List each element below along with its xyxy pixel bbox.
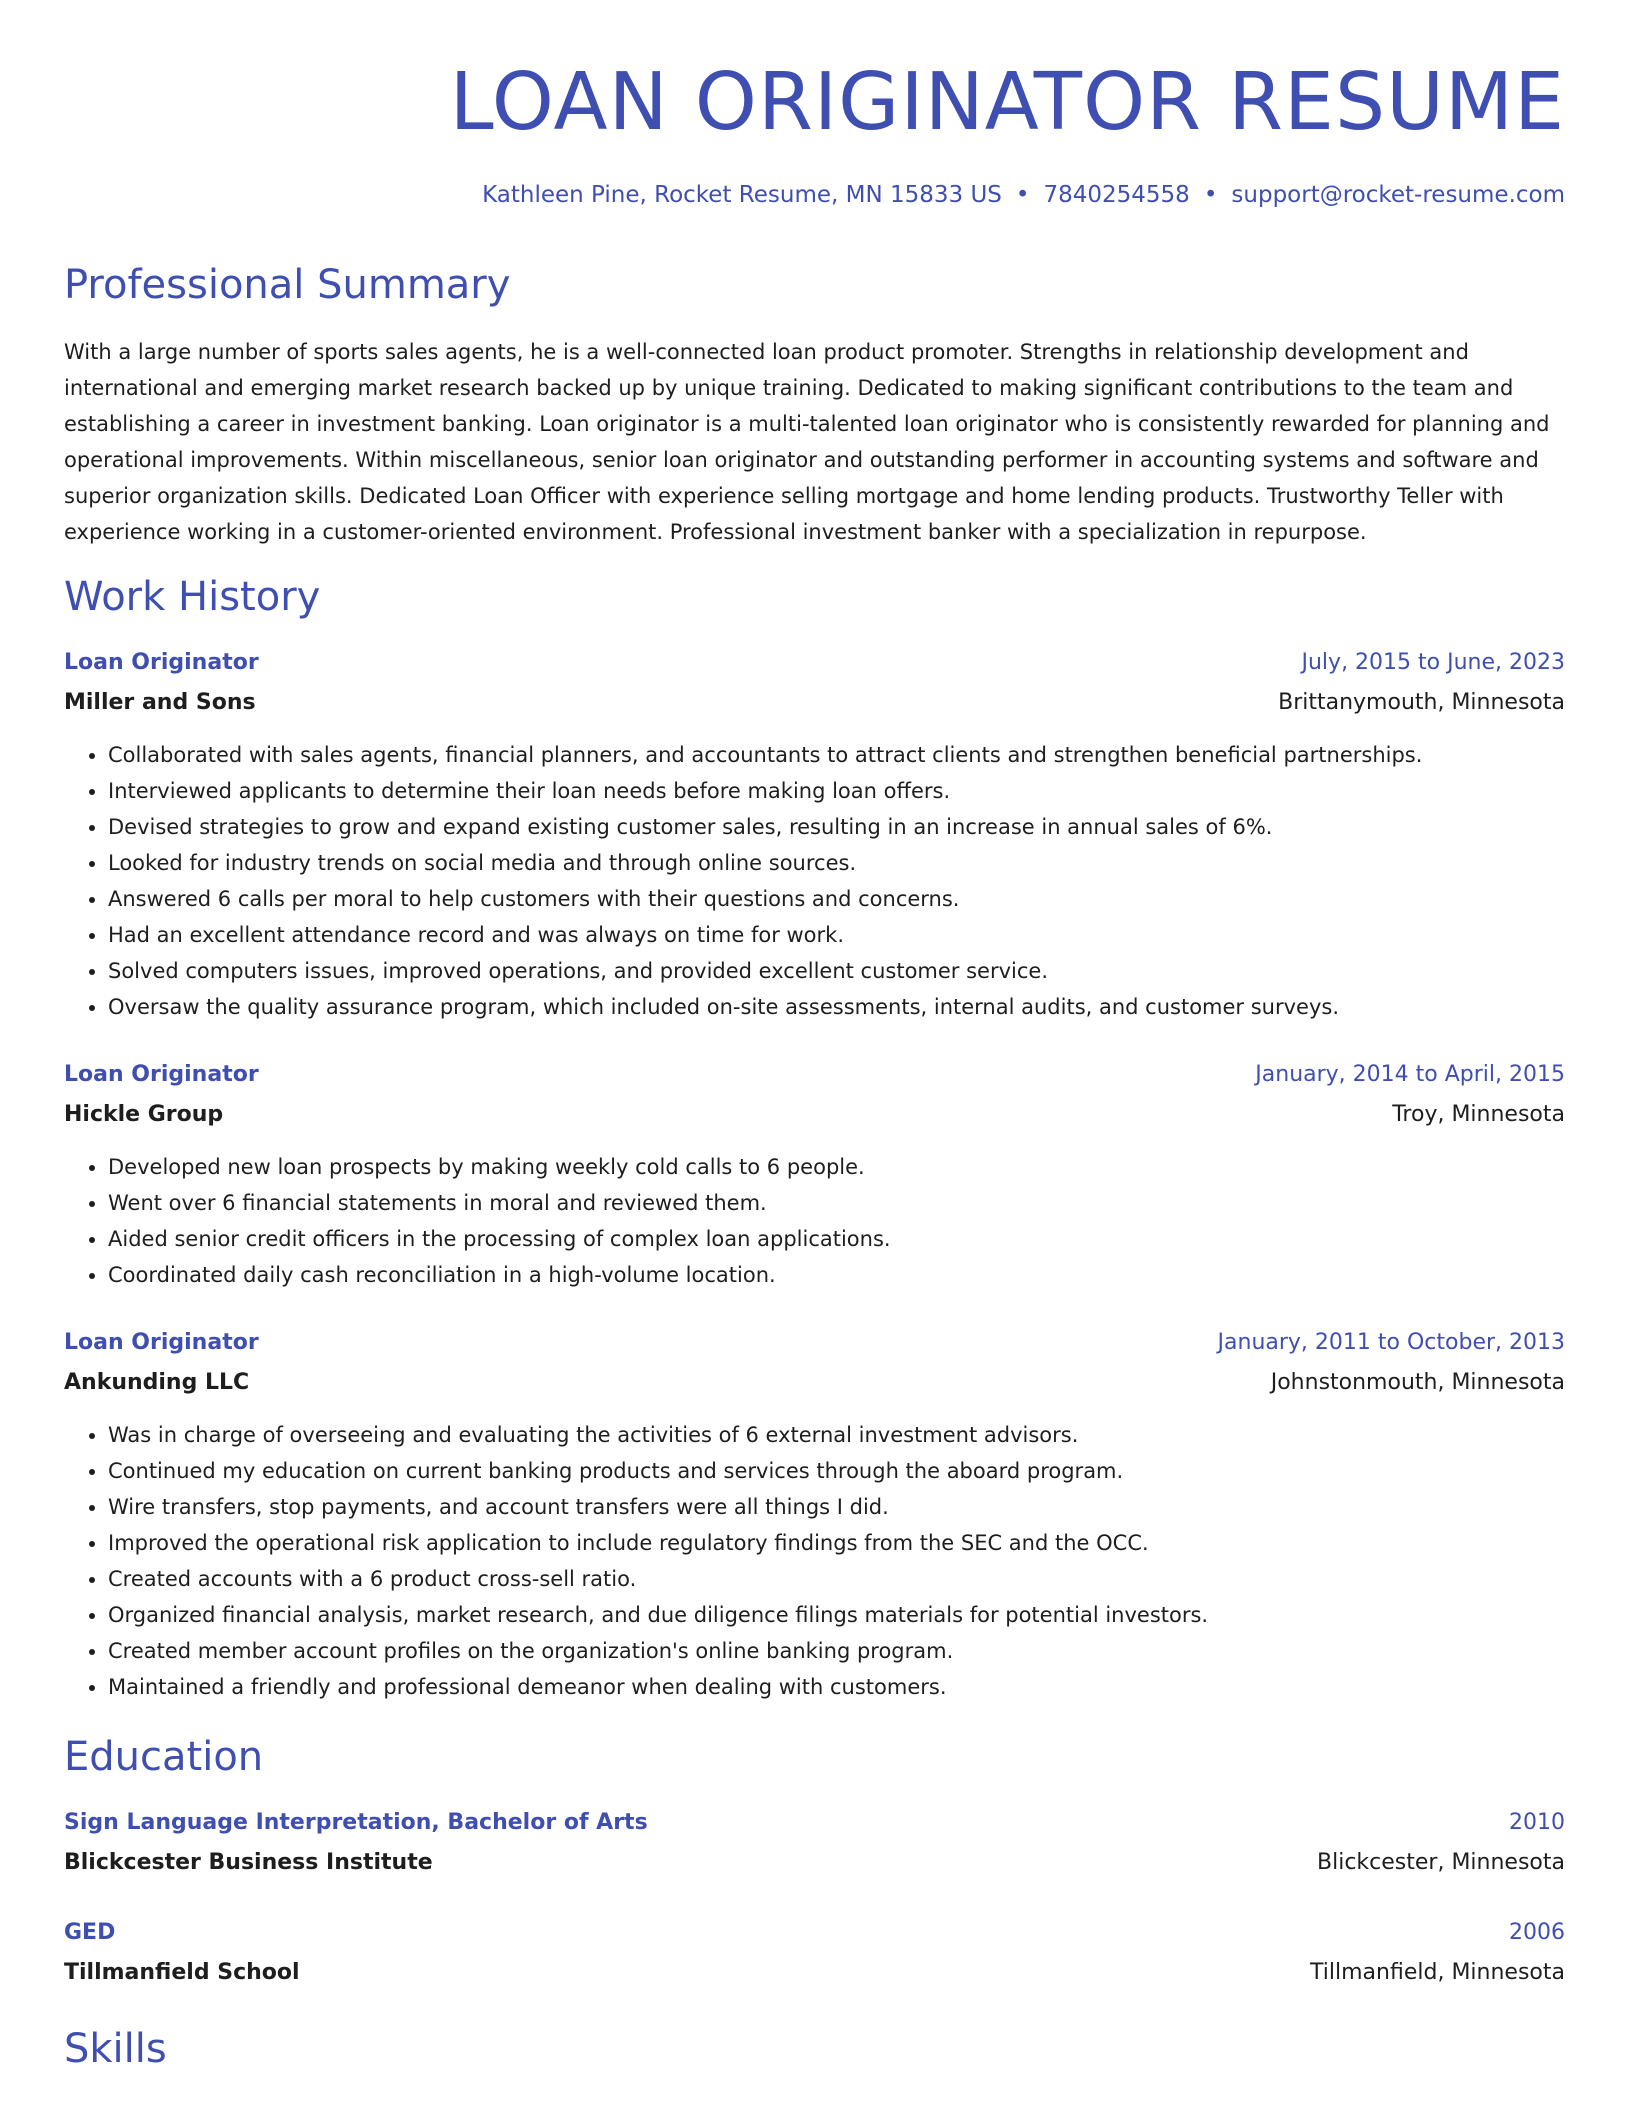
work-history-heading: Work History [64, 574, 321, 620]
job-company: Miller and Sons [64, 690, 256, 715]
education-year: 2006 [1509, 1920, 1565, 1945]
job-bullet: • Was in charge of overseeing and evaluating the activities of 6 external investment advisors. [108, 1417, 1208, 1453]
job-location: Brittanymouth, Minnesota [1278, 690, 1565, 715]
job-title: Loan Originator [64, 650, 259, 675]
education-location: Blickcester, Minnesota [1317, 1850, 1565, 1875]
job-bullets [64, 737, 1422, 1025]
job-subheader [64, 1100, 1565, 1130]
contact-address: Kathleen Pine, Rocket Resume, MN 15833 US [482, 182, 1002, 208]
job-dates: July, 2015 to June, 2023 [1301, 650, 1565, 675]
job-header [64, 1060, 1565, 1090]
job-title: Loan Originator [64, 1062, 259, 1087]
job-company: Hickle Group [64, 1102, 224, 1127]
education-degree: GED [64, 1920, 116, 1945]
job-header [64, 648, 1565, 678]
job-bullet: • Answered 6 calls per moral to help customers with their questions and concerns. [108, 881, 1422, 917]
job-bullet: • Developed new loan prospects by making weekly cold calls to 6 people. [108, 1149, 891, 1185]
job-dates: January, 2011 to October, 2013 [1217, 1330, 1565, 1355]
contact-separator: • [1015, 182, 1030, 208]
job-bullet: • Collaborated with sales agents, financial planners, and accountants to attract clients and strengthen beneficial partnerships. [108, 737, 1422, 773]
job-bullet: • Devised strategies to grow and expand existing customer sales, resulting in an increase in annual sales of 6%. [108, 809, 1422, 845]
summary-text: With a large number of sports sales agents, he is a well-connected loan product promoter. Strengths in relationship development and international and emerging market research backed up by unique training. Dedicated to making significant contributions to the team and establishing a career in investment banking. Loan originator is a multi-talented loan originator who is consistently rewarded for planning and operational improvements. Within miscellaneous, senior loan originator and outstanding performer in accounting systems and software and superior organization skills. Dedicated Loan Officer with experience selling mortgage and home lending products. Trustworthy Teller with experience working in a customer-oriented environment. Professional investment banker with a specialization in repurpose. [64, 340, 1550, 544]
contact-line [482, 182, 1565, 208]
education-header [64, 1918, 1565, 1948]
education-degree: Sign Language Interpretation, Bachelor of Arts [64, 1810, 648, 1835]
contact-email[interactable]: support@rocket-resume.com [1231, 182, 1565, 208]
job-bullet: • Solved computers issues, improved operations, and provided excellent customer service. [108, 953, 1422, 989]
education-year: 2010 [1509, 1810, 1565, 1835]
job-bullet: • Oversaw the quality assurance program, which included on-site assessments, internal audits, and customer surveys. [108, 989, 1422, 1025]
education-header [64, 1808, 1565, 1838]
job-bullet: • Organized financial analysis, market research, and due diligence filings materials for potential investors. [108, 1597, 1208, 1633]
job-bullet: • Wire transfers, stop payments, and account transfers were all things I did. [108, 1489, 1208, 1525]
job-location: Johnstonmouth, Minnesota [1270, 1370, 1565, 1395]
job-header [64, 1328, 1565, 1358]
education-heading: Education [64, 1734, 264, 1780]
job-bullet: • Improved the operational risk application to include regulatory findings from the SEC and the OCC. [108, 1525, 1208, 1561]
contact-separator: • [1203, 182, 1218, 208]
job-bullet: • Created accounts with a 6 product cross-sell ratio. [108, 1561, 1208, 1597]
education-subheader [64, 1848, 1565, 1878]
skills-heading: Skills [64, 2026, 167, 2072]
summary-heading: Professional Summary [64, 262, 511, 308]
job-bullet: • Went over 6 financial statements in moral and reviewed them. [108, 1185, 891, 1221]
education-school: Blickcester Business Institute [64, 1850, 433, 1875]
job-subheader [64, 1368, 1565, 1398]
job-bullets [64, 1417, 1208, 1705]
job-bullet: • Aided senior credit officers in the processing of complex loan applications. [108, 1221, 891, 1257]
job-bullet: • Maintained a friendly and professional demeanor when dealing with customers. [108, 1669, 1208, 1705]
job-company: Ankunding LLC [64, 1370, 250, 1395]
job-dates: January, 2014 to April, 2015 [1255, 1062, 1565, 1087]
job-bullet: • Created member account profiles on the organization's online banking program. [108, 1633, 1208, 1669]
job-subheader [64, 688, 1565, 718]
job-bullet: • Looked for industry trends on social media and through online sources. [108, 845, 1422, 881]
job-location: Troy, Minnesota [1392, 1102, 1565, 1127]
education-location: Tillmanfield, Minnesota [1310, 1960, 1565, 1985]
job-title: Loan Originator [64, 1330, 259, 1355]
education-subheader [64, 1958, 1565, 1988]
resume-title: LOAN ORIGINATOR RESUME [449, 56, 1565, 148]
education-school: Tillmanfield School [64, 1960, 300, 1985]
job-bullets [64, 1149, 891, 1293]
job-bullet: • Interviewed applicants to determine their loan needs before making loan offers. [108, 773, 1422, 809]
job-bullet: • Had an excellent attendance record and was always on time for work. [108, 917, 1422, 953]
job-bullet: • Continued my education on current banking products and services through the aboard program. [108, 1453, 1208, 1489]
job-bullet: • Coordinated daily cash reconciliation in a high-volume location. [108, 1257, 891, 1293]
contact-phone: 7840254558 [1043, 182, 1190, 208]
